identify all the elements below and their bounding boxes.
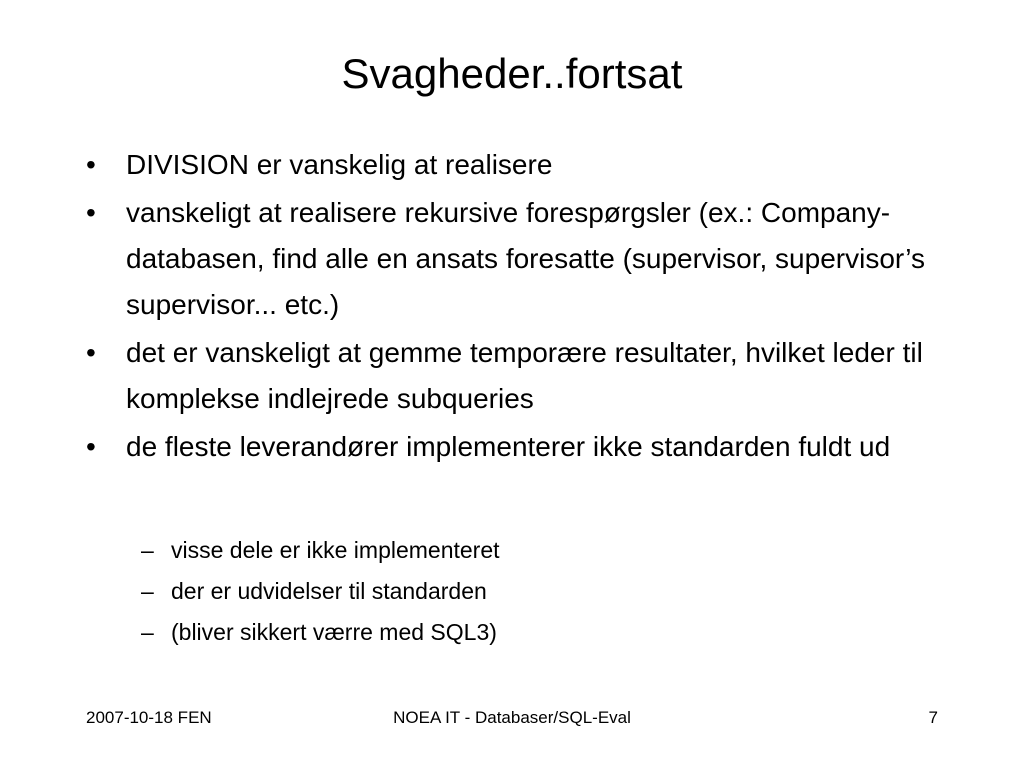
bullet-list bbox=[86, 142, 966, 472]
bullet-icon: • bbox=[86, 337, 96, 368]
sub-bullet-list bbox=[86, 530, 966, 653]
bullet-icon: • bbox=[86, 149, 96, 180]
sub-bullet-text: der er udvidelser til standarden bbox=[171, 578, 487, 604]
bullet-icon: • bbox=[86, 197, 96, 228]
sub-bullet-item bbox=[86, 571, 966, 612]
bullet-item bbox=[86, 424, 966, 470]
footer-title: NOEA IT - Databaser/SQL-Eval bbox=[393, 708, 631, 727]
bullet-text: vanskeligt at realisere rekursive forespørgsler (ex.: Company-databasen, find alle en ansats foresatte (supervisor, supervisor’s supervisor... etc.) bbox=[126, 197, 925, 320]
footer-date-author: 2007-10-18 FEN bbox=[86, 708, 212, 727]
dash-icon: – bbox=[141, 537, 154, 563]
dash-icon: – bbox=[141, 578, 154, 604]
sub-bullet-text: (bliver sikkert værre med SQL3) bbox=[171, 619, 497, 645]
bullet-item bbox=[86, 142, 966, 188]
bullet-item bbox=[86, 330, 966, 422]
bullet-text: de fleste leverandører implementerer ikke standarden fuldt ud bbox=[126, 431, 891, 462]
sub-bullet-text: visse dele er ikke implementeret bbox=[171, 537, 500, 563]
dash-icon: – bbox=[141, 619, 154, 645]
bullet-text: DIVISION er vanskelig at realisere bbox=[126, 149, 553, 180]
slide-title: Svagheder..fortsat bbox=[341, 50, 683, 97]
sub-bullet-item bbox=[86, 530, 966, 571]
bullet-item bbox=[86, 190, 966, 328]
bullet-text: det er vanskeligt at gemme temporære resultater, hvilket leder til komplekse indlejrede subqueries bbox=[126, 337, 923, 414]
bullet-icon: • bbox=[86, 431, 96, 462]
page-number: 7 bbox=[928, 708, 938, 727]
sub-bullet-item bbox=[86, 612, 966, 653]
